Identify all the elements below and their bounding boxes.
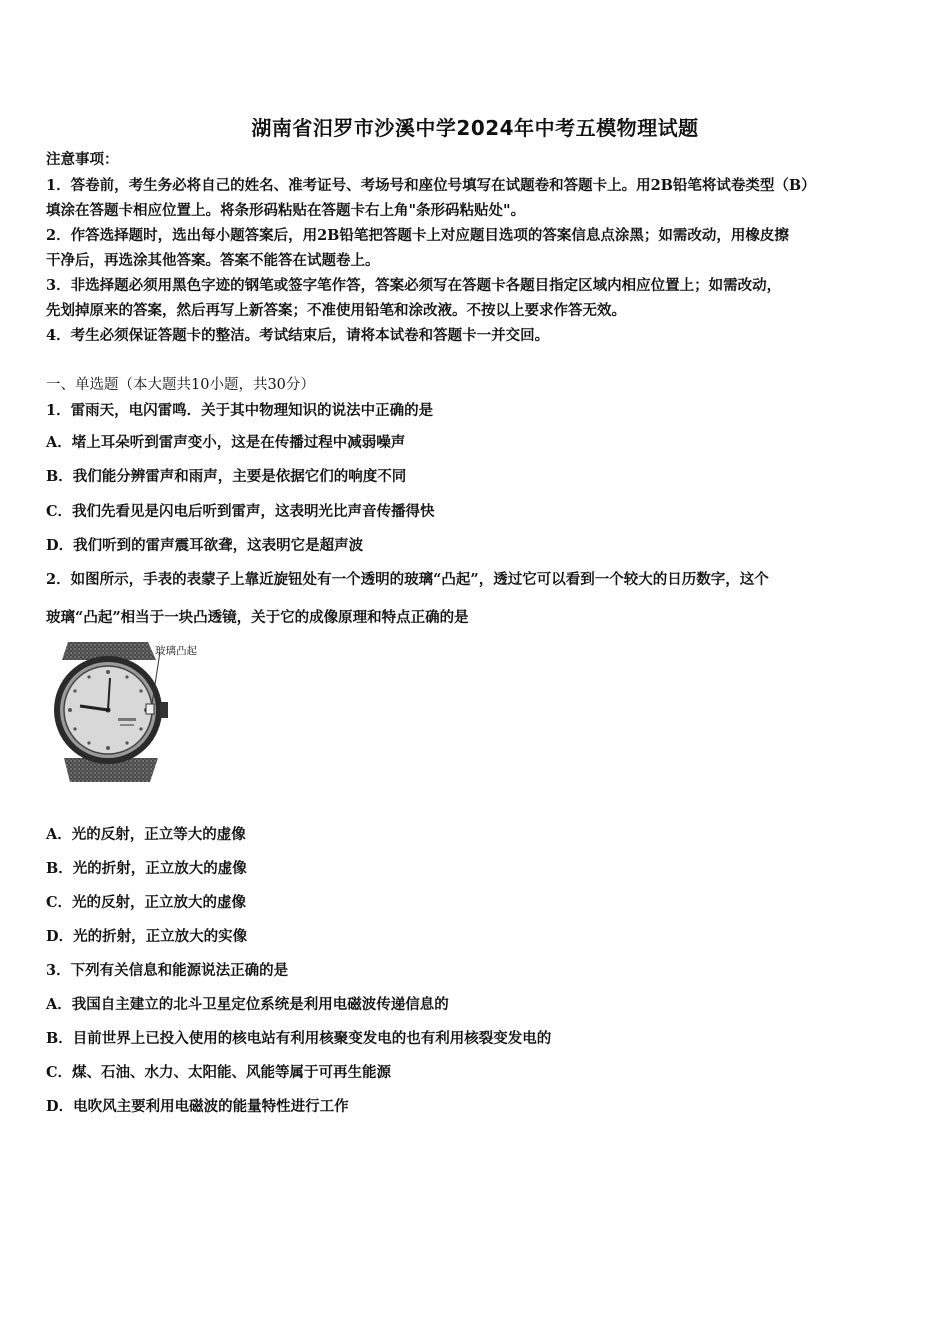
option-c: C．光的反射，正立放大的虚像 [46, 894, 247, 911]
question-stem: 1．雷雨天，电闪雷鸣．关于其中物理知识的说法中正确的是 [46, 402, 434, 419]
option-d: D．光的折射，正立放大的实像 [46, 928, 248, 945]
option-b: B．光的折射，正立放大的虚像 [46, 860, 247, 877]
notice-line: 3．非选择题必须用黑色字迹的钢笔或签字笔作答，答案必须写在答题卡各题目指定区域内相应位置上；如需改动， [46, 277, 782, 294]
notice-line: 先划掉原来的答案，然后再写上新答案；不准使用铅笔和涂改液。不按以上要求作答无效。 [46, 302, 626, 319]
option-d: D．电吹风主要利用电磁波的能量特性进行工作 [46, 1098, 349, 1115]
notice-line: 4．考生必须保证答题卡的整洁。考试结束后，请将本试卷和答题卡一并交回。 [46, 327, 550, 344]
question-stem: 玻璃“凸起”相当于一块凸透镜，关于它的成像原理和特点正确的是 [46, 609, 469, 626]
question-stem: 2．如图所示，手表的表蒙子上靠近旋钮处有一个透明的玻璃“凸起”，透过它可以看到一个较大的日历数字，这个 [46, 571, 769, 588]
notice-line: 2．作答选择题时，选出每小题答案后，用2B铅笔把答题卡上对应题目选项的答案信息点涂黑；如需改动，用橡皮擦 [46, 227, 789, 244]
option-c: C．我们先看见是闪电后听到雷声，这表明光比声音传播得快 [46, 503, 435, 520]
notice-line: 填涂在答题卡相应位置上。将条形码粘贴在答题卡右上角"条形码粘贴处"。 [46, 202, 526, 219]
option-b: B．我们能分辨雷声和雨声，主要是依据它们的响度不同 [46, 468, 407, 485]
notice-heading: 注意事项： [46, 151, 119, 168]
option-b: B．目前世界上已投入使用的核电站有利用核聚变发电的也有利用核裂变发电的 [46, 1030, 552, 1047]
option-d: D．我们听到的雷声震耳欲聋，这表明它是超声波 [46, 537, 364, 554]
option-c: C．煤、石油、水力、太阳能、风能等属于可再生能源 [46, 1064, 392, 1081]
question-stem: 3．下列有关信息和能源说法正确的是 [46, 962, 289, 979]
page-title: 湖南省汨罗市沙溪中学2024年中考五模物理试题 [251, 116, 699, 140]
figure-label: 玻璃凸起 [155, 645, 197, 657]
notice-line: 1．答卷前，考生务必将自己的姓名、准考证号、考场号和座位号填写在试题卷和答题卡上。用2B铅笔将试卷类型（B） [46, 177, 816, 194]
option-a: A．光的反射，正立等大的虚像 [46, 826, 246, 843]
option-a: A．堵上耳朵听到雷声变小，这是在传播过程中减弱噪声 [46, 434, 406, 451]
option-a: A．我国自主建立的北斗卫星定位系统是利用电磁波传递信息的 [46, 996, 449, 1013]
notice-line: 干净后，再选涂其他答案。答案不能答在试题卷上。 [46, 252, 380, 269]
section-heading: 一、单选题（本大题共10小题，共30分） [46, 377, 315, 393]
watch-figure [50, 640, 220, 785]
